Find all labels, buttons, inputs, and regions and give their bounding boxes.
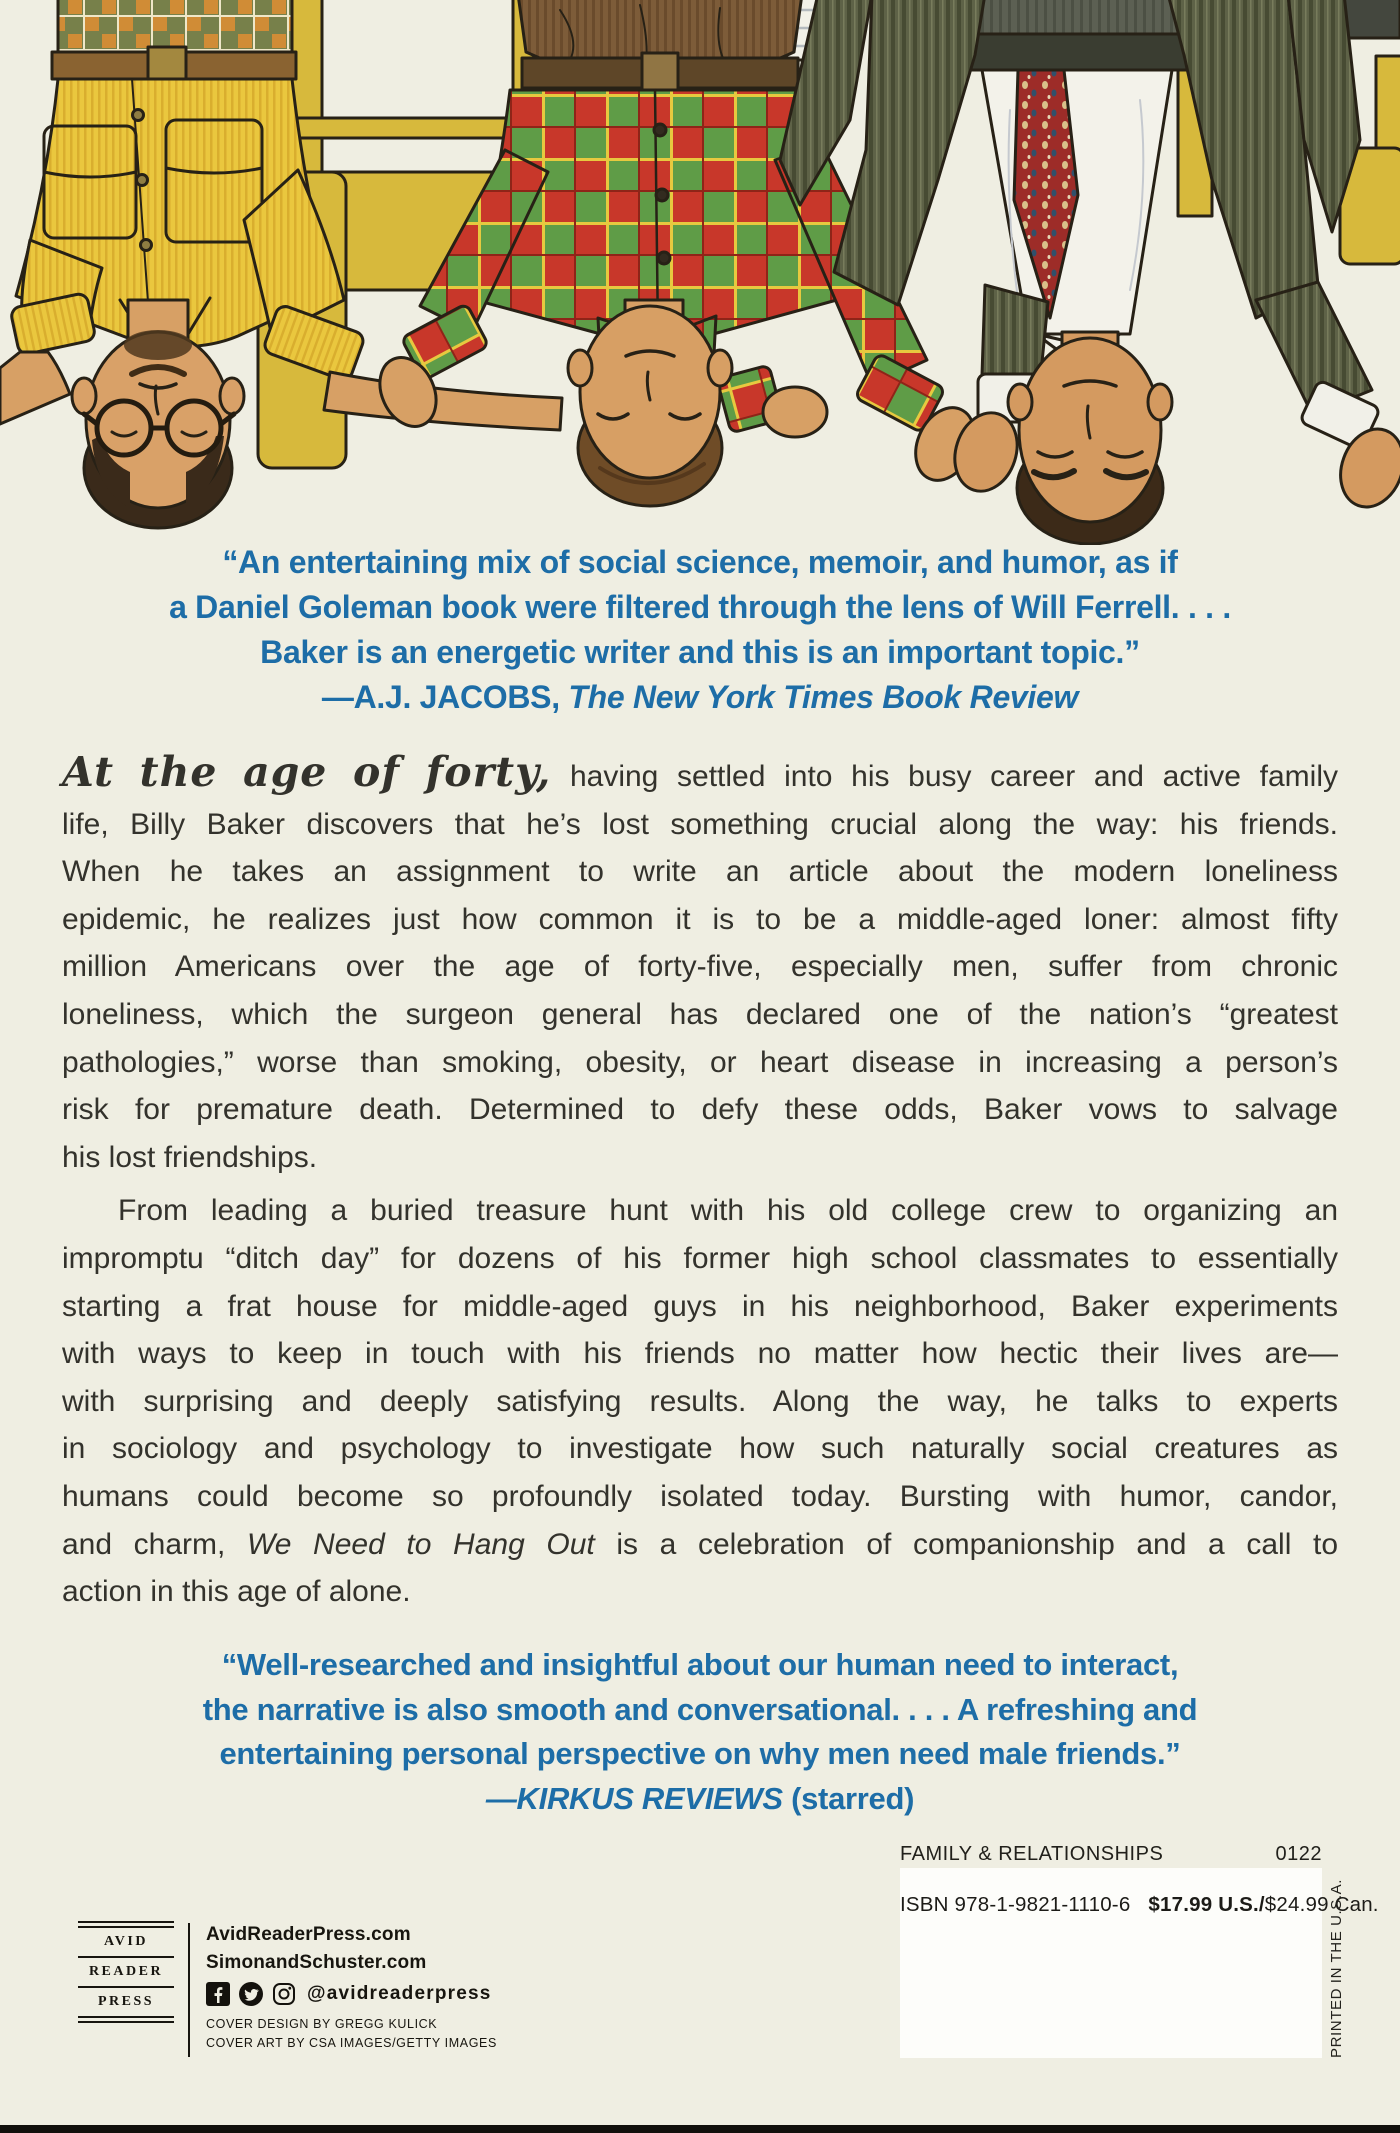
logo-word: PRESS [97, 1994, 155, 2009]
social-row [206, 1982, 497, 2006]
social-handle: @avidreaderpress [307, 1983, 492, 2004]
avid-reader-press-logo [78, 1921, 174, 2057]
isbn-number: ISBN 978-1-9821-1110-6 [900, 1893, 1131, 1916]
body-line: From leading a buried treasure hunt with his old college crew to organizing an [118, 1194, 1338, 1228]
quote-line: the narrative is also smooth and conversational. . . . A refreshing and [202, 1691, 1198, 1727]
quote-attribution: —A.J. JACOBS, The New York Times Book Review [321, 679, 1079, 715]
quote-line: “Well-researched and insightful about our human need to interact, [221, 1647, 1179, 1682]
body-line: action in this age of alone. [62, 1575, 411, 1609]
isbn-line [900, 1893, 1379, 1917]
quote-line: “An entertaining mix of social science, memoir, and humor, as if [222, 544, 1178, 580]
divider [188, 1923, 190, 2057]
instagram-icon [272, 1982, 296, 2006]
cover-art-credit: COVER ART BY CSA IMAGES/GETTY IMAGES [206, 2036, 497, 2050]
body-line: risk for premature death. Determined to defy these odds, Baker vows to salvage [62, 1093, 1338, 1127]
man-striped-suit [780, 0, 1400, 544]
quote-line: Baker is an energetic writer and this is an important topic.” [260, 634, 1140, 670]
printed-in-usa: PRINTED IN THE U.S.A. [1328, 1878, 1345, 2058]
cover-illustration [0, 0, 1400, 545]
twitter-icon [239, 1982, 263, 2006]
body-line: his lost friendships. [62, 1140, 318, 1174]
cover-design-credit: COVER DESIGN BY GREGG KULICK [206, 2017, 438, 2031]
publisher-block [78, 1921, 497, 2057]
back-cover-blurb [62, 748, 1339, 1616]
body-line: When he takes an assignment to write an article about the modern loneliness [62, 855, 1338, 889]
review-quote-kirkus [130, 1643, 1270, 1821]
review-quote-nyt [70, 540, 1330, 720]
category-label: FAMILY & RELATIONSHIPS [900, 1843, 1164, 1865]
body-line: epidemic, he realizes just how common it is to be a middle-aged loner: almost fifty [62, 902, 1338, 936]
body-line: humans could become so profoundly isolated today. Bursting with humor, candor, [62, 1479, 1338, 1513]
body-line: life, Billy Baker discovers that he’s lost something crucial along the way: his friends. [62, 807, 1338, 841]
quote-attribution: —KIRKUS REVIEWS (starred) [485, 1780, 915, 1816]
edition-code: 0122 [1275, 1843, 1322, 1865]
facebook-icon [206, 1982, 230, 2006]
logo-word: READER [88, 1964, 164, 1979]
body-line: pathologies,” worse than smoking, obesity, or heart disease in increasing a person’s [62, 1045, 1338, 1079]
body-line: million Americans over the age of forty-five, especially men, suffer from chronic [62, 950, 1338, 984]
body-line: loneliness, which the surgeon general has declared one of the nation’s “greatest [62, 997, 1338, 1031]
logo-word: AVID [104, 1934, 148, 1949]
publisher-url-2: SimonandSchuster.com [206, 1952, 427, 1973]
body-line: with ways to keep in touch with his friends no matter how hectic their lives are— [62, 1337, 1338, 1371]
body-line: starting a frat house for middle-aged guys in his neighborhood, Baker experiments [62, 1289, 1338, 1323]
publisher-url-1: AvidReaderPress.com [206, 1924, 411, 1945]
book-title-mention: We Need to Hang Out [246, 1527, 595, 1561]
body-line: and charm, We Need to Hang Out is a celebration of companionship and a call to [62, 1527, 1339, 1561]
body-line: with surprising and deeply satisfying results. Along the way, he talks to experts [62, 1384, 1338, 1418]
quote-line: a Daniel Goleman book were filtered through the lens of Will Ferrell. . . . [169, 589, 1231, 625]
price-can: $24.99 Can. [1264, 1893, 1379, 1916]
price-us: $17.99 U.S./ [1148, 1893, 1265, 1916]
body-line: At the age of forty, having settled into his busy career and active family [62, 748, 1338, 796]
body-line: in sociology and psychology to investigate how such naturally social creatures as [62, 1432, 1338, 1466]
paragraph-2 [62, 1187, 1338, 1615]
quote-line: entertaining personal perspective on why men need male friends.” [219, 1736, 1181, 1771]
category-row [900, 1843, 1322, 1866]
page-bottom-edge [0, 2125, 1400, 2133]
script-opener: At the age of forty, [62, 748, 552, 796]
body-line: impromptu “ditch day” for dozens of his former high school classmates to essentially [62, 1241, 1338, 1275]
paragraph-1 [62, 748, 1338, 1181]
